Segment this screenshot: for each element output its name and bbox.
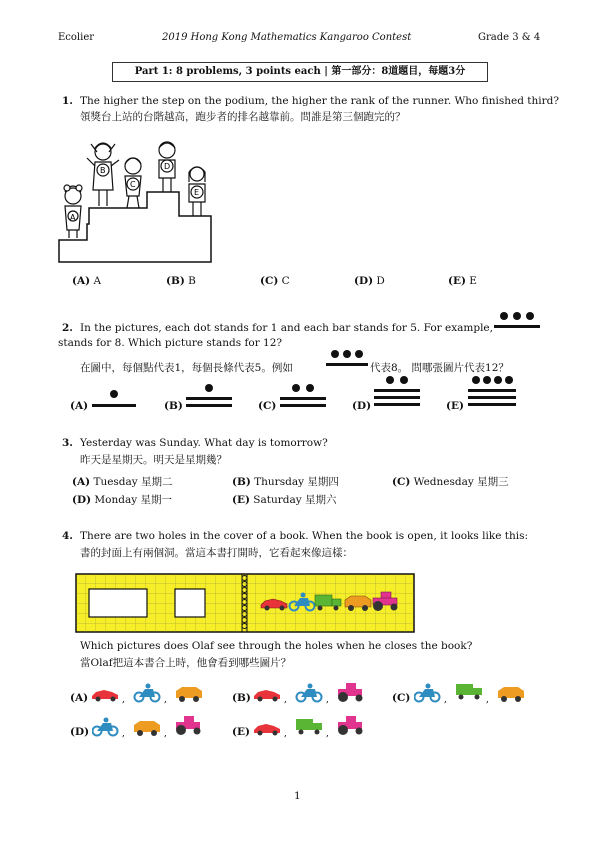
- q2-option-c-figure[interactable]: [280, 382, 326, 412]
- runner-a: [64, 185, 82, 238]
- runner-d-label: D: [164, 162, 171, 171]
- q4-option-c-figure[interactable]: [414, 680, 540, 706]
- podium-illustration: [55, 138, 220, 264]
- q4-option-e-figure[interactable]: [254, 712, 380, 740]
- q4-text-zh-2: 當Olaf把這本書合上時，他會看到哪些圖片？: [80, 657, 292, 669]
- header-left: Ecolier: [58, 32, 95, 43]
- jeep-icon: [134, 721, 160, 736]
- runner-e-label: E: [194, 188, 200, 197]
- separator-comma: ,: [122, 729, 125, 739]
- separator-comma: ,: [284, 695, 287, 705]
- separator-comma: ,: [164, 695, 167, 705]
- q1-option-c[interactable]: (C) C: [260, 275, 290, 287]
- q3-number: 3.: [62, 437, 73, 449]
- q2-option-b-label[interactable]: (B): [164, 400, 183, 412]
- q2-option-a-label[interactable]: (A): [70, 400, 89, 412]
- q4-option-d[interactable]: (D): [70, 726, 90, 738]
- header-right: Grade 3 & 4: [478, 32, 541, 43]
- tractor-icon: [176, 716, 201, 735]
- header-center: 2019 Hong Kong Mathematics Kangaroo Contest: [162, 32, 412, 43]
- q2-option-d-figure[interactable]: [374, 376, 420, 412]
- q2-number: 2.: [62, 322, 73, 334]
- tractor-icon: [338, 683, 363, 702]
- q3-option-e[interactable]: (E) Saturday 星期六: [232, 494, 337, 506]
- runner-a-label: A: [70, 213, 76, 222]
- q2-text-zh-b: 代表8。 問哪張圖片代表12？: [370, 362, 509, 374]
- q4-text-en: There are two holes in the cover of a book. When the book is open, it looks like this:: [80, 530, 529, 542]
- section-title: Part 1: 8 problems, 3 points each | 第一部分：8道題目，每題3分: [112, 62, 488, 82]
- q4-option-b-figure[interactable]: [254, 680, 380, 706]
- separator-comma: ,: [326, 729, 329, 739]
- hole-left: [89, 589, 147, 617]
- car-icon: [254, 724, 280, 736]
- tractor-icon: [338, 716, 363, 735]
- car-icon: [92, 690, 118, 702]
- q1-text-en: The higher the step on the podium, the higher the rank of the runner. Who finished third?: [80, 95, 559, 107]
- q2-option-e-figure[interactable]: [468, 376, 516, 412]
- q4-option-d-figure[interactable]: [92, 712, 218, 740]
- q1-option-b[interactable]: (B) B: [166, 275, 196, 287]
- truck-icon: [296, 719, 322, 735]
- q3-text-zh: 昨天是星期天。明天是星期幾？: [80, 454, 227, 466]
- motorcycle-icon: [93, 718, 118, 736]
- motorcycle-icon: [415, 684, 440, 702]
- q2-option-a-figure[interactable]: [92, 388, 136, 412]
- runner-c-label: C: [130, 180, 136, 189]
- separator-comma: ,: [326, 695, 329, 705]
- car-icon: [254, 690, 280, 702]
- motorcycle-icon: [297, 684, 322, 702]
- q2-option-c-label[interactable]: (C): [258, 400, 277, 412]
- q2-text-zh-a: 在圖中，每個點代表1，每個長條代表5。例如: [80, 362, 293, 374]
- q3-option-b[interactable]: (B) Thursday 星期四: [232, 476, 339, 488]
- q3-option-a[interactable]: (A) Tuesday 星期二: [72, 476, 173, 488]
- q4-option-c[interactable]: (C): [392, 692, 411, 704]
- separator-comma: ,: [444, 695, 447, 705]
- page-number: 1: [294, 790, 301, 802]
- jeep-icon: [498, 687, 524, 702]
- q1-number: 1.: [62, 95, 73, 107]
- jeep-icon: [176, 687, 202, 702]
- q3-option-d[interactable]: (D) Monday 星期一: [72, 494, 172, 506]
- q2-option-d-label[interactable]: (D): [352, 400, 372, 412]
- separator-comma: ,: [122, 695, 125, 705]
- q4-option-e[interactable]: (E): [232, 726, 250, 738]
- q1-option-e[interactable]: (E) E: [448, 275, 477, 287]
- open-book-figure: [75, 573, 415, 633]
- q4-option-b[interactable]: (B): [232, 692, 251, 704]
- runner-b-label: B: [100, 166, 106, 175]
- q1-option-a[interactable]: (A) A: [72, 275, 102, 287]
- motorcycle-icon: [135, 684, 160, 702]
- q2-option-b-figure[interactable]: [186, 382, 232, 412]
- q1-text-zh: 領獎台上站的台階越高，跑步者的排名越靠前。問誰是第三個跑完的？: [80, 111, 406, 123]
- q3-option-c[interactable]: (C) Wednesday 星期三: [392, 476, 509, 488]
- separator-comma: ,: [486, 695, 489, 705]
- q1-option-d[interactable]: (D) D: [354, 275, 385, 287]
- q2-text-en-2: stands for 8. Which picture stands for 12?: [58, 337, 283, 349]
- q4-text-en-2: Which pictures does Olaf see through the holes when he closes the book?: [80, 640, 473, 652]
- q3-text-en: Yesterday was Sunday. What day is tomorrow?: [80, 437, 328, 449]
- q4-text-zh: 書的封面上有兩個洞。當這本書打開時，它看起來像這樣：: [80, 547, 353, 559]
- separator-comma: ,: [284, 729, 287, 739]
- truck-icon: [456, 684, 482, 700]
- q2-example-figure: [494, 312, 540, 332]
- separator-comma: ,: [164, 729, 167, 739]
- hole-right: [175, 589, 205, 617]
- podium-steps: [59, 192, 211, 262]
- q4-option-a[interactable]: (A): [70, 692, 89, 704]
- q4-number: 4.: [62, 530, 73, 542]
- q2-text-en-1: In the pictures, each dot stands for 1 and each bar stands for 5. For example,: [80, 322, 493, 334]
- q4-option-a-figure[interactable]: [92, 682, 218, 706]
- q2-option-e-label[interactable]: (E): [446, 400, 464, 412]
- q2-example-figure-zh: [326, 350, 368, 370]
